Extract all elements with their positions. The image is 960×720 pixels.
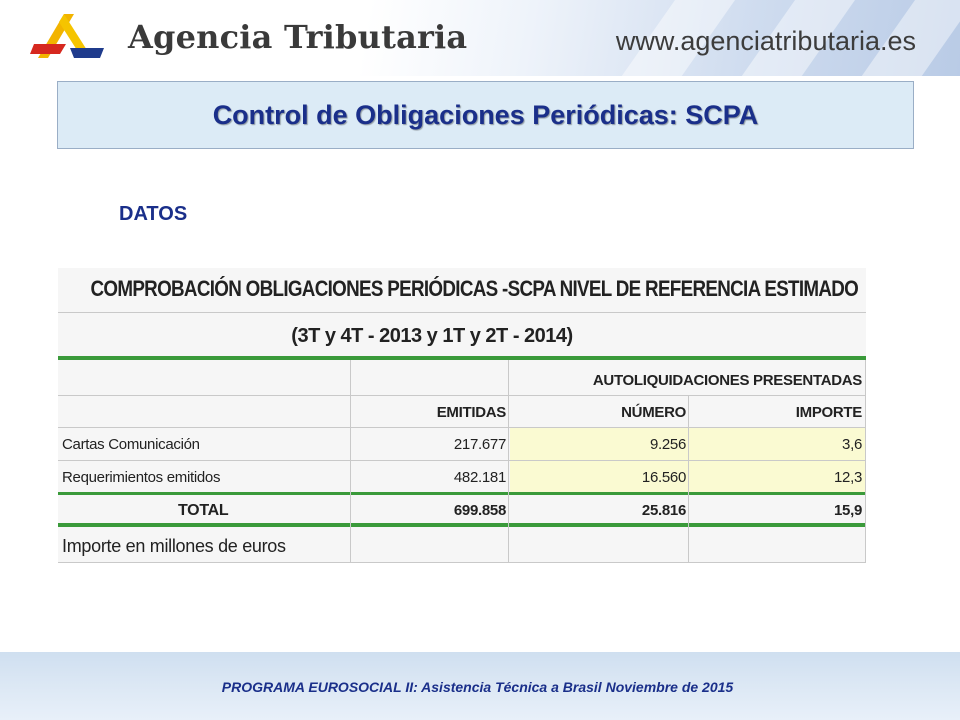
row-label-requerimientos: Requerimientos emitidos: [62, 469, 221, 486]
row-requerimientos-importe: 12,3: [834, 469, 862, 486]
table-note: Importe en millones de euros: [62, 536, 286, 556]
agencia-tributaria-logo-icon: [30, 8, 106, 66]
header-banner: [0, 0, 960, 76]
header-importe: IMPORTE: [795, 404, 862, 421]
header-emitidas: EMITIDAS: [436, 404, 506, 421]
row-cartas-emitidas: 217.677: [453, 436, 506, 453]
data-table: [58, 268, 866, 563]
header-numero: NÚMERO: [621, 404, 686, 421]
table-subtitle: (3T y 4T - 2013 y 1T y 2T - 2014): [291, 325, 573, 347]
brand-name: Agencia Tributaria: [128, 18, 468, 56]
header-autoliquidaciones: AUTOLIQUIDACIONES PRESENTADAS: [592, 372, 862, 389]
total-numero: 25.816: [641, 502, 686, 519]
total-label: TOTAL: [178, 502, 229, 519]
row-label-cartas: Cartas Comunicación: [62, 436, 200, 453]
table-title: COMPROBACIÓN OBLIGACIONES PERIÓDICAS -SCPA NIVEL DE REFERENCIA ESTIMADO: [90, 276, 859, 301]
row-requerimientos-numero: 16.560: [641, 469, 686, 486]
row-cartas-importe: 3,6: [842, 436, 862, 453]
footer-text: PROGRAMA EUROSOCIAL II: Asistencia Técnica a Brasil Noviembre de 2015: [221, 679, 734, 695]
table-col-rule: [508, 360, 509, 563]
green-rule-top: [58, 356, 866, 360]
website-url[interactable]: www.agenciatributaria.es: [615, 26, 916, 56]
total-emitidas: 699.858: [453, 502, 506, 519]
table-col-rule: [688, 395, 689, 563]
table-col-rule: [865, 360, 866, 563]
section-label: DATOS: [119, 203, 188, 225]
page-title: Control de Obligaciones Periódicas: SCPA: [212, 99, 759, 130]
row-requerimientos-emitidas: 482.181: [453, 469, 506, 486]
title-box: [57, 81, 914, 149]
table-col-rule: [350, 360, 351, 563]
table-rule: [58, 312, 866, 313]
row-cartas-numero: 9.256: [649, 436, 686, 453]
total-importe: 15,9: [834, 502, 862, 519]
footer-bar: [0, 652, 960, 720]
